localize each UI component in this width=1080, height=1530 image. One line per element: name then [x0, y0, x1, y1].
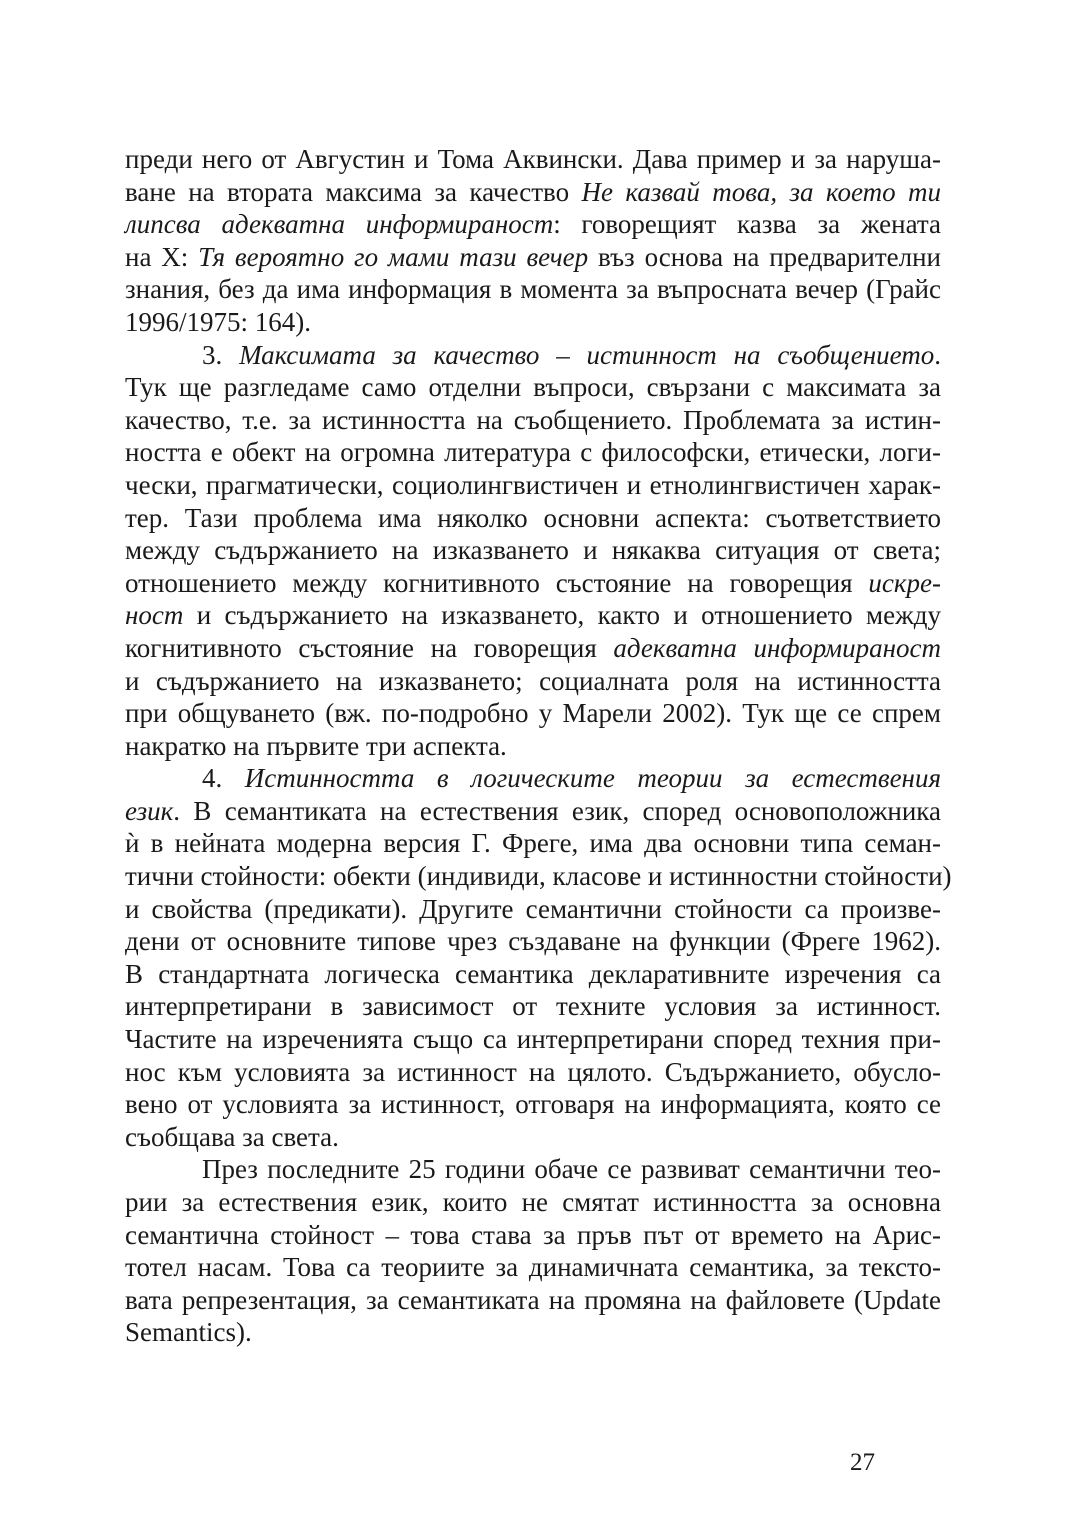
text-run: Частите на изреченията също са интерпретирани според техния при-: [125, 1024, 941, 1055]
text-run: и съдържанието на изказването; социалната роля на истинността: [125, 665, 941, 696]
text-line: [125, 1219, 941, 1252]
text-run: и съдържанието на изказването, както и отношението между: [183, 600, 941, 631]
text-run: интерпретирани в зависимост от техните условия за истинност.: [125, 991, 941, 1022]
text-run: на Х:: [125, 241, 199, 272]
text-line: [125, 241, 941, 274]
text-run: знания, без да има информация в момента за въпросната вечер (Грайс: [125, 274, 941, 305]
text-run: .: [934, 339, 941, 370]
text-line: [125, 893, 941, 926]
text-line: [125, 502, 941, 535]
paragraph: [125, 339, 941, 763]
paragraph: [125, 1153, 941, 1349]
text-run: тични стойности: обекти (индивиди, класове и истинностни стойности): [125, 861, 952, 892]
text-run: когнитивното състояние на говорещия: [125, 632, 614, 663]
text-line: [125, 762, 941, 795]
text-run: Тук ще разгледаме само отделни въпроси, свързани с максимата за: [125, 372, 941, 403]
text-run: въз основа на предварителни: [588, 241, 941, 272]
text-run: 3.: [202, 339, 240, 370]
text-line: [125, 1088, 941, 1121]
italic-text: искре-: [868, 567, 941, 598]
text-line: [125, 665, 941, 698]
italic-text: Не казвай това, за което ти: [581, 176, 941, 207]
text-line: [125, 273, 941, 306]
text-run: и свойства (предикати). Другите семантични стойности са произве-: [125, 893, 941, 924]
text-line: [125, 990, 941, 1023]
text-run: нос към условията за истинност на цялото. Съдържанието, обусло-: [125, 1056, 941, 1087]
text-run: ване на втората максима за качество: [125, 176, 582, 207]
text-run: чески, прагматически, социолингвистичен и етнолингвистичен харак-: [125, 469, 941, 500]
text-line: [125, 436, 941, 469]
text-line: [125, 1153, 941, 1186]
text-run: между съдържанието на изказването и някаква ситуация от света;: [125, 535, 941, 566]
paragraph: [125, 762, 952, 1153]
text-line: [125, 795, 941, 828]
text-run: вено от условията за истинност, отговаря на информацията, която се: [125, 1089, 941, 1120]
italic-text: адекватна информираност: [613, 632, 941, 663]
page-body: [125, 143, 952, 1349]
italic-text: Истинността в логическите теории за естествения: [244, 763, 941, 794]
text-run: ѝ в нейната модерна версия Г. Фреге, има два основни типа семан-: [125, 828, 941, 859]
text-line: [125, 469, 941, 502]
text-run: тер. Тази проблема има няколко основни аспекта: съответствието: [125, 502, 941, 533]
italic-text: Максимата за качество – истинност на съобщението: [239, 339, 935, 370]
text-line: [125, 534, 941, 567]
text-line: [125, 1056, 941, 1089]
text-line: [125, 567, 941, 600]
text-run: отношението между когнитивното състояние на говорещия: [125, 567, 869, 598]
text-line: [125, 1023, 941, 1056]
text-line: [125, 1316, 941, 1349]
text-line: [125, 599, 941, 632]
text-line: [125, 306, 941, 339]
text-line: [125, 958, 941, 991]
text-line: [125, 208, 941, 241]
text-line: [125, 860, 952, 893]
text-run: дени от основните типове чрез създаване на функции (Фреге 1962).: [125, 926, 941, 957]
text-run: В стандартната логическа семантика декларативните изречения са: [125, 958, 941, 989]
text-run: накратко на първите три аспекта.: [125, 730, 507, 761]
text-run: . В семантиката на естествения език, според основоположника: [173, 795, 941, 826]
italic-text: липсва адекватна информираност: [125, 209, 554, 240]
text-line: [125, 632, 941, 665]
text-line: [125, 404, 941, 437]
text-run: 1996/1975: 164).: [125, 306, 311, 337]
text-run: семантична стойност – това става за пръв път от времето на Арис-: [125, 1219, 941, 1250]
text-run: при общуването (вж. по-подробно у Марели 2002). Тук ще се спрем: [125, 698, 941, 729]
text-run: качество, т.е. за истинността на съобщението. Проблемата за истин-: [125, 404, 941, 435]
text-line: [125, 697, 941, 730]
text-run: : говорещият казва за жената: [553, 209, 941, 240]
text-run: тотел насам. Това са теориите за динамичната семантика, за тексто-: [125, 1252, 941, 1283]
text-run: ността е обект на огромна литература с философски, етически, логи-: [125, 437, 941, 468]
text-run: Semantics).: [125, 1317, 252, 1348]
text-line: [125, 1186, 941, 1219]
text-line: [125, 371, 941, 404]
italic-text: език: [125, 795, 174, 826]
text-line: [125, 1284, 941, 1317]
italic-text: Тя вероятно го мами тази вечер: [198, 241, 589, 272]
text-run: преди него от Августин и Тома Аквински. Дава пример и за наруша-: [125, 144, 941, 174]
page-number: 27: [850, 1449, 875, 1476]
text-line: [125, 925, 941, 958]
text-run: През последните 25 години обаче се развиват семантични тео-: [202, 1154, 941, 1185]
italic-text: ност: [125, 600, 184, 631]
text-line: [125, 143, 941, 176]
text-run: 4.: [202, 763, 245, 794]
paragraph: [125, 143, 941, 339]
text-line: [125, 176, 941, 209]
text-line: [125, 827, 941, 860]
text-run: вата репрезентация, за семантиката на промяна на файловете (Update: [125, 1284, 941, 1315]
text-run: съобщава за света.: [125, 1121, 339, 1152]
text-line: [125, 1121, 941, 1154]
text-run: рии за естествения език, които не смятат истинността за основна: [125, 1187, 941, 1217]
text-line: [125, 730, 941, 763]
text-line: [125, 339, 941, 372]
text-line: [125, 1251, 941, 1284]
